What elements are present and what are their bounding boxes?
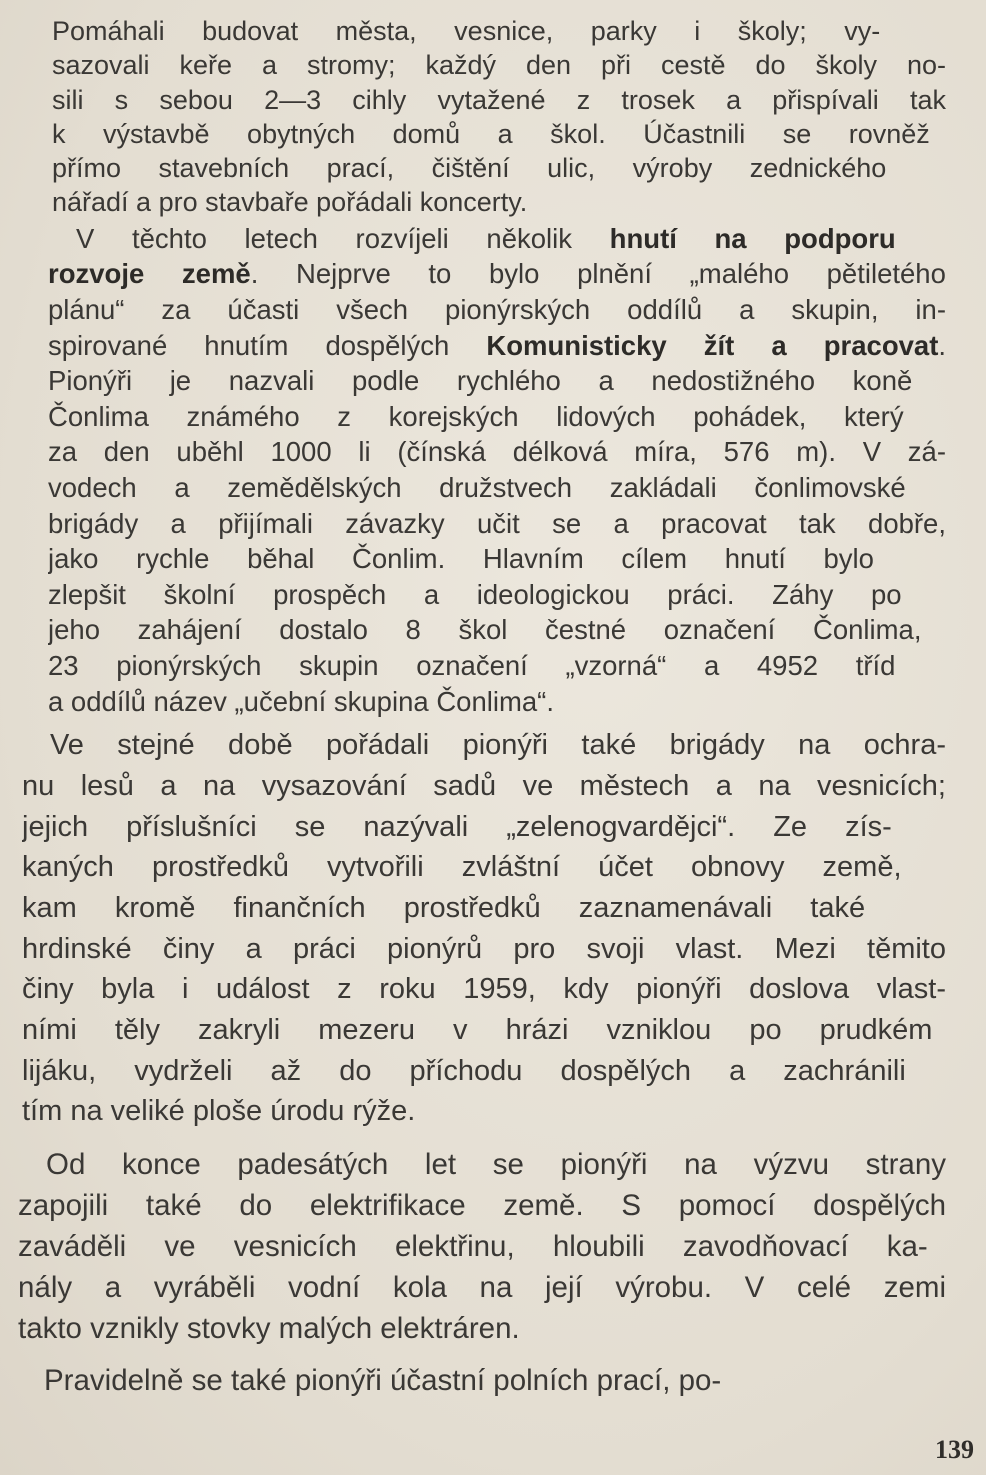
text-run: 23 pionýrských skupin označení „vzorná“ a 4952 tříd: [48, 649, 896, 681]
paragraph-2: [40, 221, 946, 719]
text-line: [48, 506, 946, 542]
bold-run: Komunisticky žít a pracovat: [486, 329, 939, 361]
text-line: [48, 221, 946, 257]
text-line: [48, 328, 946, 364]
text-line: [48, 292, 946, 328]
text-line: sili s sebou 2—3 cihly vytažené z trosek a přispívali tak: [52, 84, 946, 115]
text-line: [48, 256, 946, 292]
text-line: kaných prostředků vytvořili zvláštní účet obnovy země,: [22, 851, 902, 884]
text-run: V těchto letech rozvíjeli několik: [76, 222, 610, 254]
text-line: hrdinské činy a práci pionýrů pro svoji vlast. Mezi těmito: [22, 932, 946, 965]
text-line: [48, 648, 946, 684]
text-line: zaváděli ve vesnicích elektřinu, hloubili zavodňovací ka-: [18, 1230, 928, 1264]
text-run: .: [938, 329, 946, 361]
paragraph-3: [22, 725, 946, 1132]
text-line: kam kromě finančních prostředků zaznamenávali také: [22, 891, 866, 924]
paragraph-5: [16, 1361, 946, 1401]
text-run: Čonlima známého z korejských lidových pohádek, který: [48, 400, 904, 432]
text-run: spirované hnutím dospělých: [48, 329, 487, 361]
text-line: [48, 434, 946, 470]
text-line: jejich příslušníci se nazývali „zelenogvardějci“. Ze zís-: [22, 810, 892, 843]
text-line: Ve stejné době pořádali pionýři také brigády na ochra-: [50, 729, 946, 762]
text-line: lijáku, vydrželi až do příchodu dospělých a zachránili: [22, 1054, 906, 1087]
paragraph-4: [18, 1144, 946, 1349]
paragraph-1: [40, 14, 946, 220]
text-line: tím na veliké ploše úrodu rýže.: [22, 1095, 416, 1128]
text-line: takto vznikly stovky malých elektráren.: [18, 1312, 520, 1346]
text-line: k výstavbě obytných domů a škol. Účastnili se rovněž: [52, 118, 930, 149]
text-line: Pomáhali budovat města, vesnice, parky i školy; vy-: [52, 16, 881, 46]
page-number: 139: [935, 1435, 974, 1464]
text-run: Pionýři je nazvali podle rychlého a nedostižného koně: [48, 365, 913, 397]
bold-run: rozvoje země: [48, 258, 251, 290]
text-line: [48, 541, 946, 577]
text-line: [48, 577, 946, 613]
text-run: jako rychle běhal Čonlim. Hlavním cílem hnutí bylo: [48, 543, 874, 575]
text-run: za den uběhl 1000 li (čínská délková míra, 576 m). V zá-: [48, 436, 946, 468]
text-run: . Nejprve to bylo plnění „malého pětiletého: [250, 258, 946, 290]
text-line: činy byla i událost z roku 1959, kdy pionýři doslova vlast-: [22, 973, 946, 1006]
text-run: jeho zahájení dostalo 8 škol čestné označení Čonlima,: [48, 614, 922, 646]
text-line: ními těly zakryli mezeru v hrázi vzniklou po prudkém: [22, 1014, 933, 1047]
text-line: Pravidelně se také pionýři účastní polních prací, po-: [44, 1364, 722, 1398]
text-line: [48, 684, 946, 720]
text-line: nářadí a pro stavbaře pořádali koncerty.: [52, 187, 528, 218]
text-line: [48, 363, 946, 399]
text-run: vodech a zemědělských družstvech zakládali čonlimovské: [48, 471, 906, 503]
text-line: přímo stavebních prací, čištění ulic, výroby zednického: [52, 153, 887, 184]
text-line: Od konce padesátých let se pionýři na výzvu strany: [46, 1148, 946, 1182]
text-run: plánu“ za účasti všech pionýrských oddílů a skupin, in-: [48, 293, 946, 325]
text-line: [48, 470, 946, 506]
text-line: [48, 399, 946, 435]
text-run: zlepšit školní prospěch a ideologickou práci. Záhy po: [48, 578, 902, 610]
bold-run: hnutí na podporu: [609, 222, 896, 254]
text-line: [48, 612, 946, 648]
text-run: brigády a přijímali závazky učit se a pracovat tak dobře,: [48, 507, 946, 539]
text-run: a oddílů název „učební skupina Čonlima“.: [48, 685, 554, 717]
text-line: nu lesů a na vysazování sadů ve městech a na vesnicích;: [22, 769, 946, 802]
text-line: sazovali keře a stromy; každý den při cestě do školy no-: [52, 50, 946, 81]
text-line: zapojili také do elektrifikace země. S pomocí dospělých: [18, 1189, 946, 1223]
text-line: nály a vyráběli vodní kola na její výrobu. V celé zemi: [18, 1271, 946, 1305]
